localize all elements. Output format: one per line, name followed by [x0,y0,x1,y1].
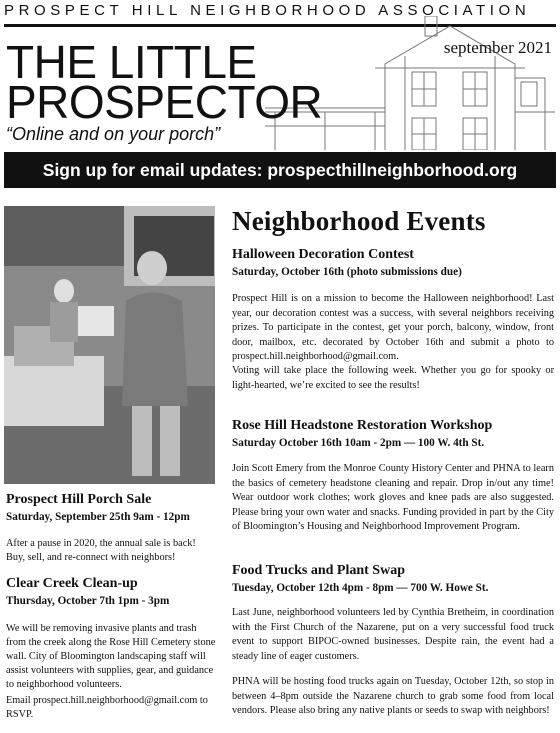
porch-sale-photo-art [4,206,215,484]
newsletter-title-line2: PROSPECTOR [6,76,323,128]
headstone-heading: Rose Hill Headstone Restoration Workshop [232,418,493,433]
cleanup-rsvp: Email prospect.hill.neighborhood@gmail.com to RSVP. [6,695,208,720]
email-signup-text: Sign up for email updates: prospecthillneighborhood.org [42,160,518,180]
food-trucks-heading: Food Trucks and Plant Swap [232,563,405,578]
halloween-voting: Voting will take place the following week. Whether you go for spooky or light-hearted, we’re excited to see the results! [232,365,554,391]
porch-sale-date: Saturday, September 25th 9am - 12pm [6,511,190,523]
issue-date: september 2021 [443,38,552,57]
newsletter-title-line1: THE LITTLE [6,36,257,88]
cleanup-date: Thursday, October 7th 1pm - 3pm [6,595,170,607]
cleanup-heading: Clear Creek Clean-up [6,576,138,591]
tagline: “Online and on your porch” [6,124,221,144]
food-trucks-details: PHNA will be hosting food trucks again on Tuesday, October 12th, so stop in between 4–8pm outside the Nazarene church to grab some food from local vendors. Please also bring any native plants or seeds to swap with neighbors! [232,676,554,717]
food-trucks-body: Last June, neighborhood volunteers led by Cynthia Bretheim, in coordination with the First Church of the Nazarene, put on a very successful food truck event to support BIPOC-owned businesses. Despite rain, the event had a steady line of eager customers. [232,607,554,662]
food-trucks-date: Tuesday, October 12th 4pm - 8pm — 700 W. Howe St. [232,582,489,594]
headstone-date: Saturday October 16th 10am - 2pm — 100 W. 4th St. [232,437,485,449]
porch-sale-body: After a pause in 2020, the annual sale is back! Buy, sell, and re-connect with neighbors! [6,538,196,563]
halloween-date: Saturday, October 16th (photo submissions due) [232,266,462,278]
porch-sale-photo [4,206,215,484]
cleanup-body: We will be removing invasive plants and trash from the creek along the Rose Hill Cemetery stone wall. City of Bloomington landscaping staff will assist volunteers with supplies, gear, and guidance to neighborhood volunteers. [6,623,216,690]
porch-sale-heading: Prospect Hill Porch Sale [6,492,152,507]
halloween-heading: Halloween Decoration Contest [232,247,414,262]
halloween-body: Prospect Hill is on a mission to become the Halloween neighborhood! Last year, our decoration contest was a success, with several neighbors receiving prizes. To participate in the contest, get your porch, balcony, window, front door, mailbox, etc. decorated by October 16th and submit a photo to prospect.hill.neighborhood@gmail.com. [232,293,554,363]
association-name: PROSPECT HILL NEIGHBORHOOD ASSOCIATION [4,2,531,19]
headstone-body: Join Scott Emery from the Monroe County History Center and PHNA to learn the basics of cemetery headstone cleaning and repair. Drop in/out any time! Wear outdoor work clothes; work gloves and knee pads are also suggested. Please bring your own water and snacks. Funding provided in part by the City of Bloomington’s Housing and Neighborhood Improvement Program. [232,463,554,533]
events-heading: Neighborhood Events [232,206,486,236]
email-signup-banner[interactable] [4,152,556,188]
